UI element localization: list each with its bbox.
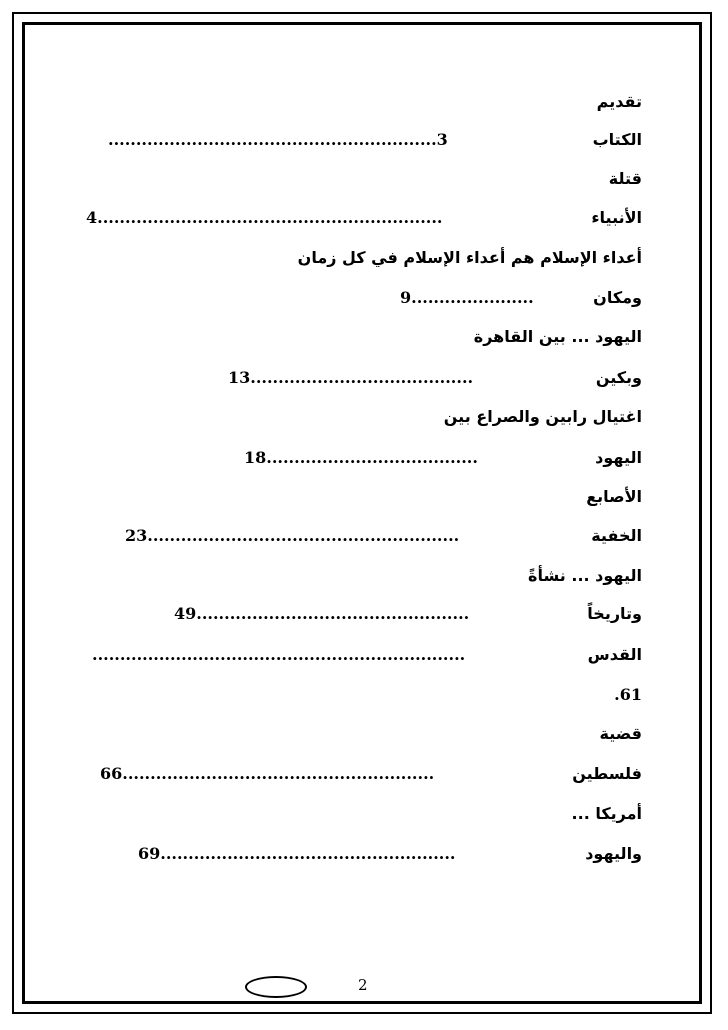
toc-line: الأنبياء: [591, 208, 642, 227]
toc-dots-page: 4..............................................................: [86, 208, 443, 227]
toc-line: فلسطين: [572, 764, 642, 783]
toc-line: القدس: [587, 645, 642, 664]
toc-dots-page: 66........................................................: [100, 764, 435, 783]
toc-line: واليهود: [585, 844, 642, 863]
page-number: 2: [358, 976, 368, 994]
toc-line: ومكان: [593, 288, 642, 307]
toc-line: اغتيال رابين والصراع بين: [443, 407, 642, 426]
toc-line: اليهود ... بين القاهرة: [473, 327, 642, 346]
toc-dots-page: ...........................................................3: [108, 130, 448, 149]
toc-dots-page: ...................................................................: [92, 645, 466, 664]
toc-dots-page: 49.................................................: [174, 604, 470, 623]
toc-line: تقديم: [596, 92, 642, 111]
toc-line: قتلة: [608, 169, 642, 188]
toc-line: أمريكا ...: [571, 804, 642, 823]
toc-dots-page: 18......................................: [244, 448, 478, 467]
toc-dots-page: 69.....................................................: [138, 844, 456, 863]
toc-line: اليهود ... نشأةً: [528, 566, 642, 585]
toc-line: أعداء الإسلام هم أعداء الإسلام في كل زمان: [297, 248, 642, 267]
toc-dots-page: 9......................: [400, 288, 534, 307]
toc-line: وبكين: [595, 368, 642, 387]
footer-ellipse-shape: [245, 976, 307, 998]
toc-line: الكتاب: [592, 130, 642, 149]
toc-line: وتاريخاً: [587, 604, 642, 623]
toc-line: قضية: [599, 724, 642, 743]
toc-line: الخفية: [591, 526, 642, 545]
toc-line: اليهود: [595, 448, 642, 467]
toc-line: الأصابع: [586, 487, 642, 506]
toc-line: 61.: [614, 685, 642, 704]
toc-dots-page: 13........................................: [228, 368, 474, 387]
toc-dots-page: 23........................................................: [125, 526, 460, 545]
